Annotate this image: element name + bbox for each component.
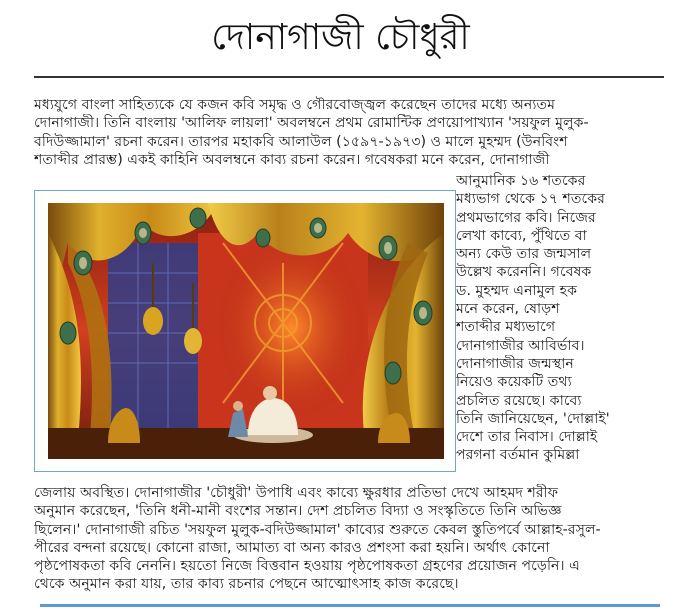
text-line: জেলায় অবস্থিত। দোনাগাজীর 'চৌধুরী' উপাধি এবং কাব্যে ক্ষুরধার প্রতিভা দেখে আহমদ শরীফ [34, 485, 559, 501]
text-line: পরগনা বর্তমান কুমিল্লা [456, 447, 580, 464]
text-line: দোনাগাজীর জন্মস্থান [456, 355, 574, 372]
text-line: মধ্যভাগ থেকে ১৭ শতকের [456, 191, 605, 208]
intro-paragraph [34, 96, 664, 169]
text-line: মধ্যযুগে বাংলা সাহিত্যকে যে কজন কবি সমৃদ্ধ ও গৌরবোজ্জ্বল করেছেন তাদের মধ্যে অন্যতম [34, 97, 556, 113]
continuation-paragraph [34, 484, 664, 594]
text-line: ছিলেন।' দোনাগাজী রচিত 'সয়ফুল মুলুক-বদিউজ্জামাল' কাব্যের শুরুতে কেবল স্তুতিপর্বে আল্লাহ-রসুল- [34, 521, 601, 538]
text-line: ড. মুহম্মদ এনামুল হক [456, 282, 578, 299]
text-line: অন্য কেউ তার জন্মসাল [456, 246, 592, 263]
text-line: উল্লেখ করেননি। গবেষক [456, 264, 592, 281]
text-line: পীরের বন্দনা রয়েছে। কোনো রাজা, আমাত্য বা অন্য কারও প্রশংসা করা হয়নি। অর্থাৎ কোনো [34, 539, 550, 556]
text-line: পৃষ্ঠপোষকতা কবি নেননি। হয়তো নিজে বিত্তবান হওয়ায় পৃষ্ঠপোষকতা গ্রহণের প্রয়োজন পড়েনি। এ [34, 558, 580, 575]
text-line: তিনি জানিয়েছেন, 'দোল্লাই' [456, 410, 610, 427]
stage-illustration [48, 203, 444, 459]
text-line: বদিউজ্জামাল' রচনা করেন। তারপর মহাকবি আলাউল (১৫৯৭-১৯৭৩) ও মালে মুহম্মদ (উনবিংশ [34, 133, 568, 150]
text-line: দোনাগাজী। তিনি বাংলায় 'আলিফ লায়লা' অবলম্বনে প্রথম রোমান্টিক প্রণয়োপাখ্যান 'সয়ফুল মুলুক- [34, 115, 589, 132]
text-line: অনুমান করেছেন, 'তিনি ধনী-মানী বংশের সন্তান। দেশ প্রচলিত বিদ্যা ও সংস্কৃতিতে তিনি অভিজ্ঞ [34, 503, 562, 520]
stage-illustration-frame [34, 190, 456, 472]
text-line: লেখা কাব্যে, পুঁথিতে বা [456, 227, 587, 244]
text-line: শতাব্দীর প্রারম্ভ) একই কাহিনি অবলম্বনে কাব্য রচনা করেন। গবেষকরা মনে করেন, দোনাগাজী [34, 151, 550, 168]
title-divider [34, 76, 664, 78]
text-line: দেশে তার নিবাস। দোল্লাই [456, 429, 598, 446]
text-line: প্রচলিত রয়েছে। কাব্যে [456, 392, 582, 409]
text-line: দোনাগাজীর আবির্ভাব। [456, 337, 585, 354]
text-line: থেকে অনুমান করা যায়, তার কাব্য রচনার পেছনে আত্মোৎসাহ কাজ করেছে। [34, 576, 459, 593]
text-line: নিয়েও কয়েকটি তথ্য [456, 374, 572, 391]
page-title: দোনাগাজী চৌধুরী [211, 17, 470, 58]
text-line: আনুমানিক ১৬ শতকের [456, 173, 586, 189]
text-line: প্রথমভাগের কবি। নিজের [456, 209, 596, 226]
text-line: শতাব্দীর মধ্যভাগে [456, 319, 556, 336]
text-line: মনে করেন, ষোড়শ [456, 301, 560, 318]
footer-divider [40, 604, 660, 607]
side-column-text [456, 172, 636, 465]
